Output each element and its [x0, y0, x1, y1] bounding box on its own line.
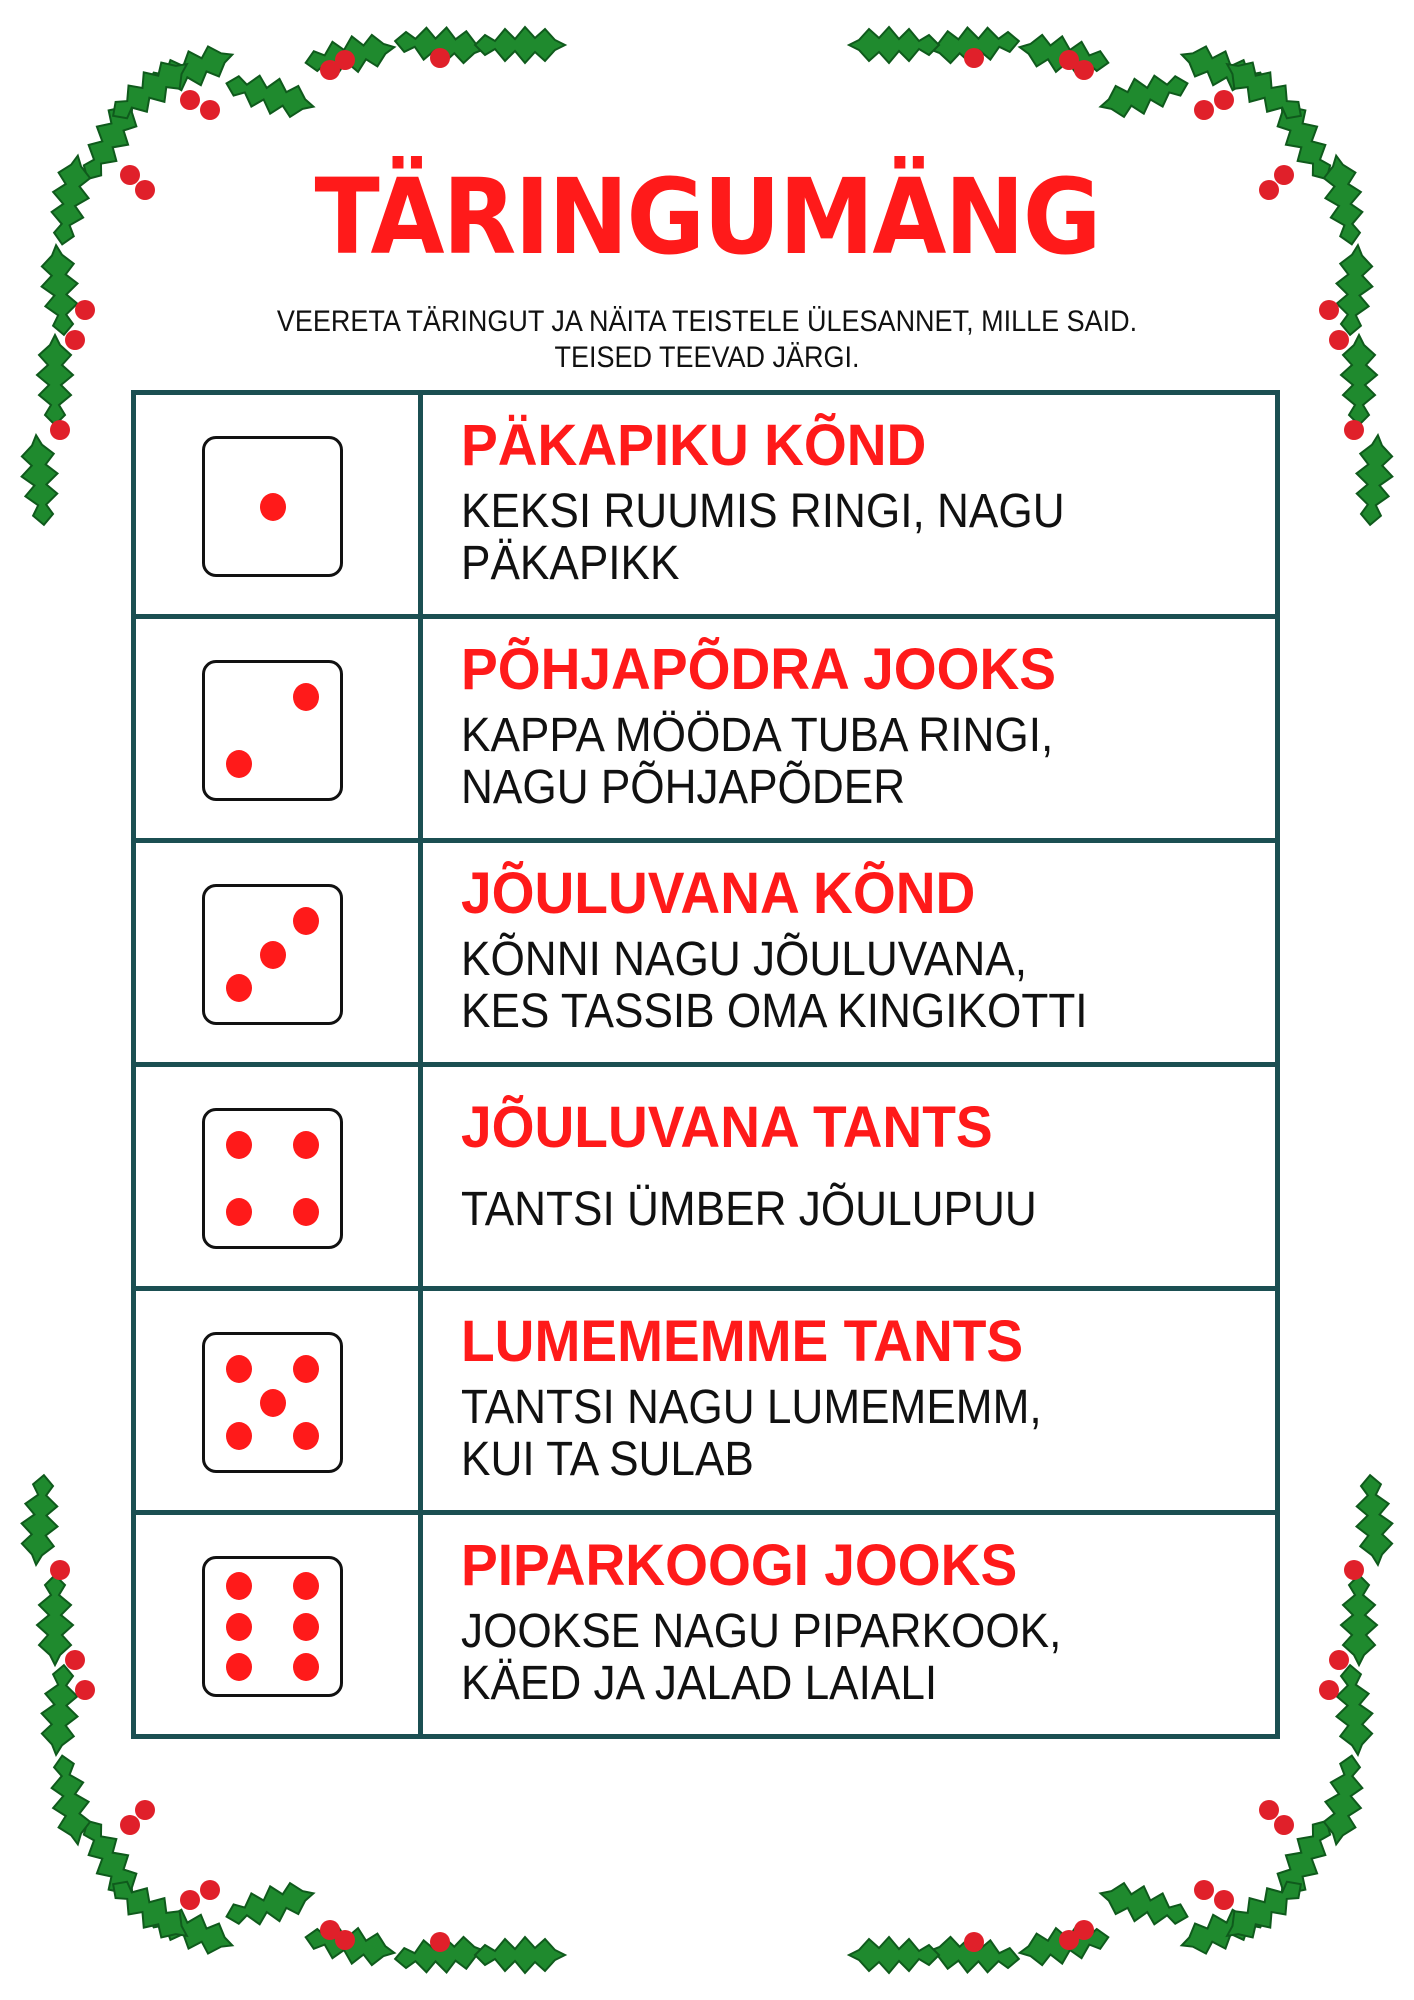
holly-berry: [1259, 1800, 1279, 1820]
holly-berry: [430, 1932, 450, 1952]
die-pip: [260, 941, 286, 969]
holly-berry: [135, 1800, 155, 1820]
die-pip: [260, 493, 286, 521]
table-row: [136, 1067, 1275, 1291]
task-cell: [461, 861, 1255, 1039]
holly-leaf: [18, 434, 62, 527]
holly-berry: [1059, 1930, 1079, 1950]
task-title: PIPARKOOGI JOOKS: [461, 1533, 1018, 1598]
holly-berry: [1214, 90, 1234, 110]
die-pip: [226, 1572, 252, 1600]
holly-berry: [1344, 420, 1364, 440]
die-pip: [226, 750, 252, 778]
holly-leaf: [1341, 1575, 1377, 1665]
holly-berry: [180, 90, 200, 110]
holly-berry: [430, 48, 450, 68]
task-description: KÕNNI NAGU JÕULUVANA, KES TASSIB OMA KINGIKOTTI: [461, 932, 1088, 1039]
holly-berry: [1329, 1650, 1349, 1670]
die-face-2-icon: [202, 660, 343, 801]
die-pip: [293, 1422, 319, 1450]
holly-berry: [335, 1930, 355, 1950]
task-cell: [461, 1309, 1255, 1487]
task-title: PÄKAPIKU KÕND: [461, 413, 927, 478]
task-description: TANTSI ÜMBER JÕULUPUU: [461, 1182, 1037, 1236]
task-title: JÕULUVANA KÕND: [461, 861, 976, 926]
die-pip: [226, 1422, 252, 1450]
table-row: [136, 1515, 1275, 1739]
holly-leaf: [475, 1937, 565, 1973]
holly-berry: [1214, 1890, 1234, 1910]
table-row: [136, 619, 1275, 843]
die-face-4-icon: [202, 1108, 343, 1249]
die-face-5-icon: [202, 1332, 343, 1473]
holly-leaf: [1096, 1876, 1192, 1934]
holly-berry: [75, 1680, 95, 1700]
holly-leaf: [18, 1474, 62, 1567]
table-row: [136, 395, 1275, 619]
holly-leaf: [475, 27, 565, 63]
die-pip: [293, 1613, 319, 1641]
task-description: KAPPA MÖÖDA TUBA RINGI, NAGU PÕHJAPÕDER: [461, 708, 1054, 815]
table-row: [136, 843, 1275, 1067]
holly-leaf: [849, 1937, 939, 1973]
holly-berry: [120, 1815, 140, 1835]
instructions-line-2: TEISED TEEVAD JÄRGI.: [554, 341, 860, 374]
holly-leaf: [1096, 66, 1192, 124]
holly-berry: [1319, 1680, 1339, 1700]
holly-leaf: [222, 1876, 318, 1934]
die-pip: [260, 1389, 286, 1417]
die-pip: [226, 1198, 252, 1226]
holly-berry: [200, 1880, 220, 1900]
holly-berry: [50, 1560, 70, 1580]
die-pip: [293, 683, 319, 711]
holly-leaf: [222, 66, 318, 124]
holly-berry: [335, 50, 355, 70]
holly-berry: [200, 100, 220, 120]
holly-leaf: [849, 27, 939, 63]
page-title: TÄRINGUMÄNG: [314, 156, 1100, 278]
task-title: JÕULUVANA TANTS: [461, 1095, 993, 1160]
die-pip: [226, 974, 252, 1002]
holly-leaf: [38, 1664, 82, 1757]
die-pip: [226, 1653, 252, 1681]
die-pip: [293, 1355, 319, 1383]
die-pip: [226, 1131, 252, 1159]
holly-berry: [964, 48, 984, 68]
holly-leaf: [37, 335, 73, 425]
holly-leaf: [1332, 1664, 1376, 1757]
die-face-1-icon: [202, 436, 343, 577]
holly-leaf: [1352, 1474, 1396, 1567]
die-pip: [226, 1613, 252, 1641]
task-cell: [461, 1095, 1255, 1236]
die-pip: [293, 1653, 319, 1681]
die-pip: [293, 1131, 319, 1159]
dice-task-table: [131, 390, 1280, 1739]
die-face-3-icon: [202, 884, 343, 1025]
die-pip: [293, 1572, 319, 1600]
die-pip: [293, 907, 319, 935]
task-description: JOOKSE NAGU PIPARKOOK, KÄED JA JALAD LAIALI: [461, 1604, 1062, 1711]
die-pip: [293, 1198, 319, 1226]
holly-berry: [1274, 1815, 1294, 1835]
task-title: PÕHJAPÕDRA JOOKS: [461, 637, 1056, 702]
holly-berry: [65, 1650, 85, 1670]
die-pip: [226, 1355, 252, 1383]
holly-berry: [1344, 1560, 1364, 1580]
instructions-line-1: VEERETA TÄRINGUT JA NÄITA TEISTELE ÜLESANNET, MILLE SAID.: [276, 305, 1138, 338]
task-title: LUMEMEMME TANTS: [461, 1309, 1024, 1374]
holly-leaf: [37, 1575, 73, 1665]
die-face-6-icon: [202, 1556, 343, 1697]
holly-berry: [964, 1932, 984, 1952]
task-cell: [461, 413, 1255, 591]
holly-leaf: [1352, 434, 1396, 527]
holly-leaf: [1341, 335, 1377, 425]
task-description: TANTSI NAGU LUMEMEMM, KUI TA SULAB: [461, 1380, 1042, 1487]
holly-berry: [1194, 100, 1214, 120]
task-cell: [461, 1533, 1255, 1711]
holly-berry: [180, 1890, 200, 1910]
holly-berry: [1059, 50, 1079, 70]
holly-berry: [50, 420, 70, 440]
task-cell: [461, 637, 1255, 815]
table-row: [136, 1291, 1275, 1515]
task-description: KEKSI RUUMIS RINGI, NAGU PÄKAPIKK: [461, 484, 1065, 591]
holly-berry: [1194, 1880, 1214, 1900]
